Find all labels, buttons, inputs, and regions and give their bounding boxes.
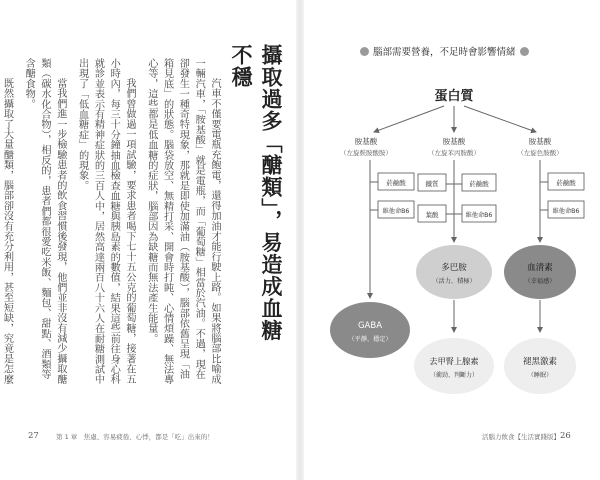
chapter-title-text: 攝取過多「醣類」，易造成血糖不穩 xyxy=(229,44,283,342)
arrow xyxy=(464,106,536,132)
dopamine-note: （活力、積極） xyxy=(432,278,476,285)
cofactor-label: 維他命B6 xyxy=(382,208,410,215)
serotonin-label: 血清素 xyxy=(527,263,553,273)
body-text xyxy=(1,58,222,388)
cofactor-label: 維他命B6 xyxy=(552,208,580,215)
running-head-right: 活腦力飲食【生活實踐版】 xyxy=(482,433,560,441)
cofactor-label: 菸鹼酸 xyxy=(469,180,489,188)
cofactor-label: 葉酸 xyxy=(425,211,439,219)
branch-sub-label: （左旋色胺酸） xyxy=(517,149,563,157)
bullet-icon xyxy=(360,47,369,56)
cofactor-label: 鐵質 xyxy=(425,180,439,188)
serotonin-note: （幸福感） xyxy=(524,278,556,285)
diagram-banner-text: 腦部需要營養，不足時會影響情緒 xyxy=(373,47,516,58)
noradrenaline-label: 去甲腎上腺素 xyxy=(429,356,479,366)
page-number-left: 27 xyxy=(28,431,39,441)
diagram-banner xyxy=(360,44,529,58)
running-head-left: 第 1 章 焦慮、容易疲倦、心悸，都是「吃」出來的！ xyxy=(56,433,214,441)
branch-phenylalanine xyxy=(428,136,480,157)
branch-tryptophan xyxy=(517,136,563,157)
melatonin-label: 褪黑激素 xyxy=(522,357,558,367)
diagram-root-label: 蛋白質 xyxy=(434,89,474,104)
branch-label: 胺基酸 xyxy=(354,137,378,146)
page-gutter xyxy=(296,0,304,480)
branch-sub-label: （左旋麩胺酸胺） xyxy=(340,149,392,157)
nutrient-flow-diagram xyxy=(304,60,596,420)
gaba-label: GABA xyxy=(357,321,383,331)
paragraph: 既然攝取了大量醣類，腦部卻沒有充分利用，甚至短缺，究竟是怎麼 xyxy=(1,78,13,385)
paragraph: 當我們進一步檢驗患者的飲食習慣後發現，他們並非沒有減少攝取醣類（碳水化合物），相反的，患者們都很愛吃米飯、麵包、甜點、酒類等含醣食物。 xyxy=(23,58,66,385)
noradrenaline-note: （衝勁、判斷力） xyxy=(429,372,479,379)
cofactor-label: 菸鹼酸 xyxy=(556,179,576,187)
dopamine-label: 多巴胺 xyxy=(441,263,467,273)
noradrenaline-node xyxy=(414,338,494,394)
cofactor-label: 菸鹼酸 xyxy=(386,179,406,187)
branch-label: 胺基酸 xyxy=(528,137,552,146)
branch-label: 胺基酸 xyxy=(442,137,466,146)
melatonin-note: （睡眠） xyxy=(527,372,553,379)
arrow xyxy=(374,106,444,132)
cofactor-label: 維他命B6 xyxy=(465,212,493,219)
page-number-right: 26 xyxy=(560,431,571,441)
branch-glutamine xyxy=(340,136,392,157)
chapter-title xyxy=(226,44,283,354)
paragraph: 汽車不僅要電瓶充飽電，還得加油才能行駛上路。如果將腦部比喻成一輛汽車，「胺基酸」就是電瓶，而「葡萄糖」相當於汽油。不過，現在卻發生一種奇特現象，那就是即使加滿油（胺基酸），腦部依舊呈現「油箱見底」的狀態。腦袋放空、無精打采、開會時打盹、心情煩躁、無法專心等，這些都是低血糖的症狀，腦部因為缺糖而無法產生能量。 xyxy=(145,58,220,385)
gaba-note: （平靜、穩定） xyxy=(348,336,392,343)
bullet-icon xyxy=(520,47,529,56)
paragraph: 我們曾做過一項試驗，要求患者喝下七十五公克的葡萄糖，接著在五小時內，每三十分鐘抽血檢查血糖與胰島素的數值，結果這些前往身心科就診並表示有精神症狀的三百人中，居然高達兩百八十六人在耐糖測試中出現了「低血糖症」的現象。 xyxy=(76,58,136,385)
branch-sub-label: （左旋苯丙胺酸） xyxy=(428,149,480,157)
